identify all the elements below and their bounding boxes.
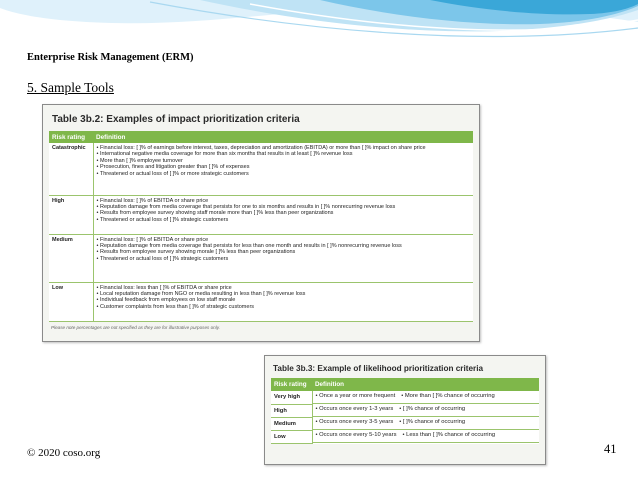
likelihood-criteria-table-image <box>264 355 546 465</box>
table-row <box>49 143 473 195</box>
definition-item: • Financial loss: [ ]% of earnings before interest, taxes, depreciation and amortization (EBITDA) or more than [ ]% impact on share price <box>97 145 471 151</box>
definition-item: • Customer complaints from less than [ ]% of strategic customers <box>97 304 471 310</box>
risk-rating-cell: Medium <box>49 234 93 282</box>
risk-rating-cell: Medium <box>271 417 312 430</box>
table-row <box>271 430 539 443</box>
definition-item: • Financial loss: [ ]% of EBITDA or share price <box>97 198 471 204</box>
definition-item: • More than [ ]% employee turnover <box>97 158 471 164</box>
definition-item: • Local reputation damage from NGO or media resulting in less than [ ]% revenue loss <box>97 291 471 297</box>
table-title: Table 3b.3: Example of likelihood prioritization criteria <box>273 364 484 373</box>
definition-item: • International negative media coverage for more than six months that results in at least [ ]% revenue loss <box>97 151 471 157</box>
risk-rating-cell: Low <box>49 282 93 321</box>
definition-cell <box>313 417 540 430</box>
definition-item: • Threatened or actual loss of [ ]% strategic customers <box>97 256 471 262</box>
probability-text: • Less than [ ]% chance of occurring <box>402 432 496 438</box>
probability-text: • [ ]% chance of occurring <box>399 406 466 412</box>
definition-item: • Individual feedback from employees on low staff morale <box>97 297 471 303</box>
frequency-text: • Once a year or more frequent <box>315 393 396 399</box>
impact-criteria-table <box>49 131 473 322</box>
table-row <box>49 234 473 282</box>
risk-rating-cell: High <box>49 195 93 234</box>
page-number: 41 <box>604 442 617 456</box>
risk-rating-cell: Catastrophic <box>49 143 93 195</box>
column-header: Definition <box>93 131 473 143</box>
definition-item: • Prosecution, fines and litigation greater than [ ]% of expenses <box>97 164 471 170</box>
likelihood-criteria-table <box>271 378 539 444</box>
definition-item: • Financial loss: less than [ ]% of EBITDA or share price <box>97 285 471 291</box>
column-header: Risk rating <box>271 378 312 391</box>
definition-cell <box>93 282 473 321</box>
section-title: 5. Sample Tools <box>27 80 114 95</box>
probability-text: • More than [ ]% chance of occurring <box>401 393 495 399</box>
risk-rating-cell: Low <box>271 430 312 443</box>
table-row <box>271 391 539 404</box>
table-row <box>49 282 473 321</box>
risk-rating-cell: High <box>271 404 312 417</box>
copyright-notice: © 2020 coso.org <box>27 447 101 459</box>
table-title: Table 3b.2: Examples of impact prioritization criteria <box>52 114 300 125</box>
definition-item: • Results from employee survey showing staff morale more than [ ]% less than peer organizations <box>97 210 471 216</box>
frequency-text: • Occurs once every 1-3 years <box>315 406 394 412</box>
frequency-text: • Occurs once every 5-10 years <box>315 432 397 438</box>
definition-cell <box>93 195 473 234</box>
frequency-text: • Occurs once every 3-5 years <box>315 419 394 425</box>
column-header: Risk rating <box>49 131 93 143</box>
definition-item: • Financial loss: [ ]% of EBITDA or share price <box>97 237 471 243</box>
definition-item: • Reputation damage from media coverage that persists for one to six months and results in [ ]% nonrecurring revenue loss <box>97 204 471 210</box>
column-header: Definition <box>312 378 539 391</box>
presentation-title: Enterprise Risk Management (ERM) <box>27 52 194 63</box>
definition-cell <box>313 404 540 417</box>
table-row <box>271 417 539 430</box>
definition-item: • Reputation damage from media coverage that persists for less than one month and results in [ ]% nonrecurring revenue loss <box>97 243 471 249</box>
probability-text: • [ ]% chance of occurring <box>399 419 466 425</box>
definition-cell <box>313 430 540 443</box>
impact-criteria-table-image <box>42 104 480 342</box>
definition-item: • Results from employee survey showing morale [ ]% less than peer organizations <box>97 249 471 255</box>
table-row <box>49 195 473 234</box>
risk-rating-cell: Very high <box>271 391 312 404</box>
definition-cell <box>313 391 540 404</box>
table-note: Please note percentages are not specified as they are for illustrative purposes only. <box>51 324 220 330</box>
definition-item: • Threatened or actual loss of [ ]% strategic customers <box>97 217 471 223</box>
definition-item: • Threatened or actual loss of [ ]% or more strategic customers <box>97 171 471 177</box>
header-wave-decoration <box>0 0 638 60</box>
definition-cell <box>93 234 473 282</box>
definition-cell <box>93 143 473 195</box>
table-row <box>271 404 539 417</box>
